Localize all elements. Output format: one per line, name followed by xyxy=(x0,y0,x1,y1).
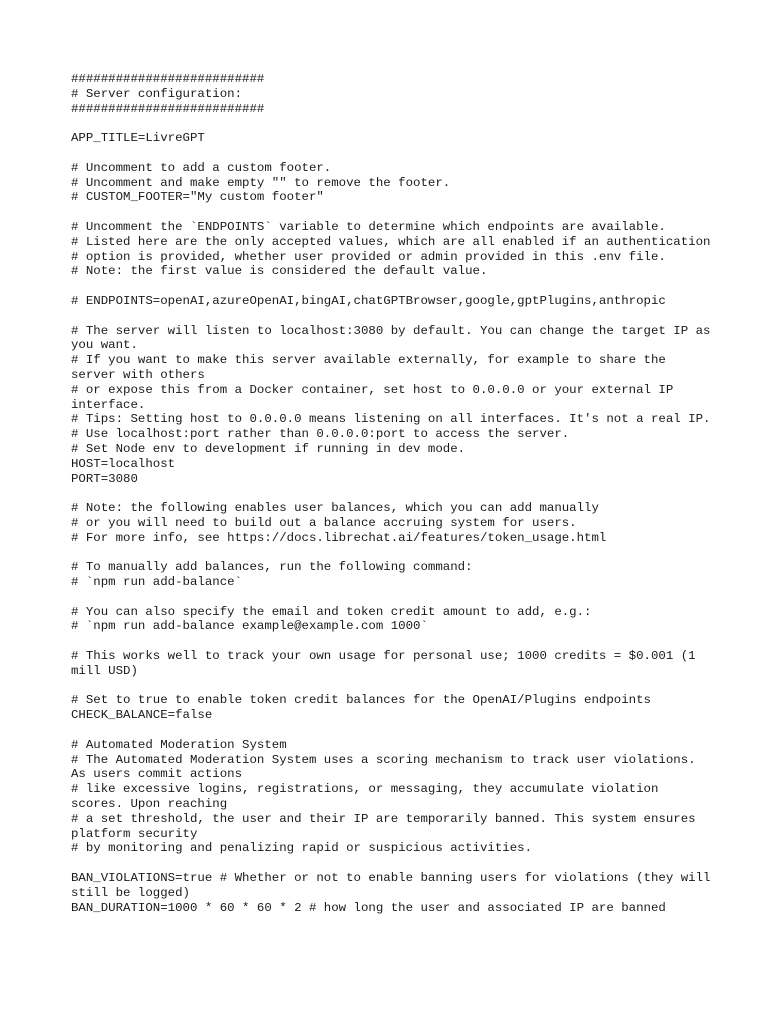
comment-line: # CUSTOM_FOOTER="My custom footer" xyxy=(71,190,324,205)
comment-line: # Set Node env to development if running in dev mode. xyxy=(71,441,466,456)
comment-line: # For more info, see https://docs.librechat.ai/features/token_usage.html xyxy=(71,530,607,545)
comment-line: # by monitoring and penalizing rapid or suspicious activities. xyxy=(71,841,533,856)
comment-line: # Uncomment to add a custom footer. xyxy=(71,160,332,175)
comment-line: # option is provided, whether user provided or admin provided in this .env file. xyxy=(71,249,666,264)
setting-line: APP_TITLE=LivreGPT xyxy=(71,131,205,146)
blank-line xyxy=(71,116,711,131)
config-block xyxy=(71,72,711,116)
comment-line: # like excessive logins, registrations, or messaging, they accumulate violation scores. Upon reaching xyxy=(71,782,666,812)
comment-line: # If you want to make this server available externally, for example to share the server with others xyxy=(71,353,674,382)
config-block xyxy=(71,871,718,915)
config-block xyxy=(71,649,711,679)
comment-line: # Server configuration: xyxy=(71,86,243,101)
blank-line xyxy=(71,205,711,220)
comment-line: # Automated Moderation System xyxy=(71,737,287,752)
comment-line: # The server will listen to localhost:3080 by default. You can change the target IP as you want. xyxy=(71,323,718,353)
blank-line xyxy=(71,856,711,871)
comment-line: # Uncomment the `ENDPOINTS` variable to determine which endpoints are available. xyxy=(71,219,666,234)
comment-line: # This works well to track your own usage for personal use; 1000 credits = $0.001 (1 mill USD) xyxy=(71,649,704,678)
config-block xyxy=(71,605,711,635)
setting-line: BAN_VIOLATIONS=true # Whether or not to enable banning users for violations (they will still be logged) xyxy=(71,871,718,900)
blank-line xyxy=(71,279,711,294)
comment-line: # `npm run add-balance example@example.com 1000` xyxy=(71,619,428,634)
config-block xyxy=(71,501,711,545)
comment-line: # or you will need to build out a balance accruing system for users. xyxy=(71,515,577,530)
comment-line: # Tips: Setting host to 0.0.0.0 means listening on all interfaces. It's not a real IP. xyxy=(71,412,711,427)
comment-line: ########################## xyxy=(71,72,265,86)
comment-line: # Uncomment and make empty "" to remove the footer. xyxy=(71,175,451,190)
comment-line: # Listed here are the only accepted values, which are all enabled if an authentication xyxy=(71,234,711,249)
setting-line: BAN_DURATION=1000 * 60 * 60 * 2 # how long the user and associated IP are banned xyxy=(71,900,666,915)
config-block xyxy=(71,131,711,146)
comment-line: # You can also specify the email and token credit amount to add, e.g.: xyxy=(71,604,592,619)
blank-line xyxy=(71,309,711,324)
comment-line: # Note: the following enables user balances, which you can add manually xyxy=(71,501,599,516)
comment-line: # a set threshold, the user and their IP are temporarily banned. This system ensures platform security xyxy=(71,811,704,841)
comment-line: # Use localhost:port rather than 0.0.0.0:port to access the server. xyxy=(71,427,570,442)
blank-line xyxy=(71,546,711,561)
comment-line: # or expose this from a Docker container, set host to 0.0.0.0 or your external IP interface. xyxy=(71,382,681,412)
config-block xyxy=(71,738,711,856)
setting-line: PORT=3080 xyxy=(71,471,138,486)
blank-line xyxy=(71,634,711,649)
blank-line xyxy=(71,486,711,501)
setting-line: HOST=localhost xyxy=(71,456,176,471)
setting-line: CHECK_BALANCE=false xyxy=(71,708,213,723)
comment-line: # ENDPOINTS=openAI,azureOpenAI,bingAI,chatGPTBrowser,google,gptPlugins,anthropic xyxy=(71,293,666,308)
config-block xyxy=(71,323,718,487)
config-block xyxy=(71,161,711,205)
env-file-document xyxy=(71,72,718,915)
blank-line xyxy=(71,723,711,738)
comment-line: # Set to true to enable token credit balances for the OpenAI/Plugins endpoints xyxy=(71,693,651,708)
comment-line: ########################## xyxy=(71,101,265,116)
config-block xyxy=(71,693,711,723)
config-block xyxy=(71,560,711,590)
config-block xyxy=(71,220,711,279)
blank-line xyxy=(71,146,711,161)
comment-line: # `npm run add-balance` xyxy=(71,575,243,590)
comment-line: # To manually add balances, run the following command: xyxy=(71,560,473,575)
comment-line: # Note: the first value is considered the default value. xyxy=(71,264,488,279)
comment-line: # The Automated Moderation System uses a scoring mechanism to track user violations. As users commit actions xyxy=(71,752,704,782)
config-block xyxy=(71,294,711,309)
blank-line xyxy=(71,590,711,605)
blank-line xyxy=(71,679,711,694)
